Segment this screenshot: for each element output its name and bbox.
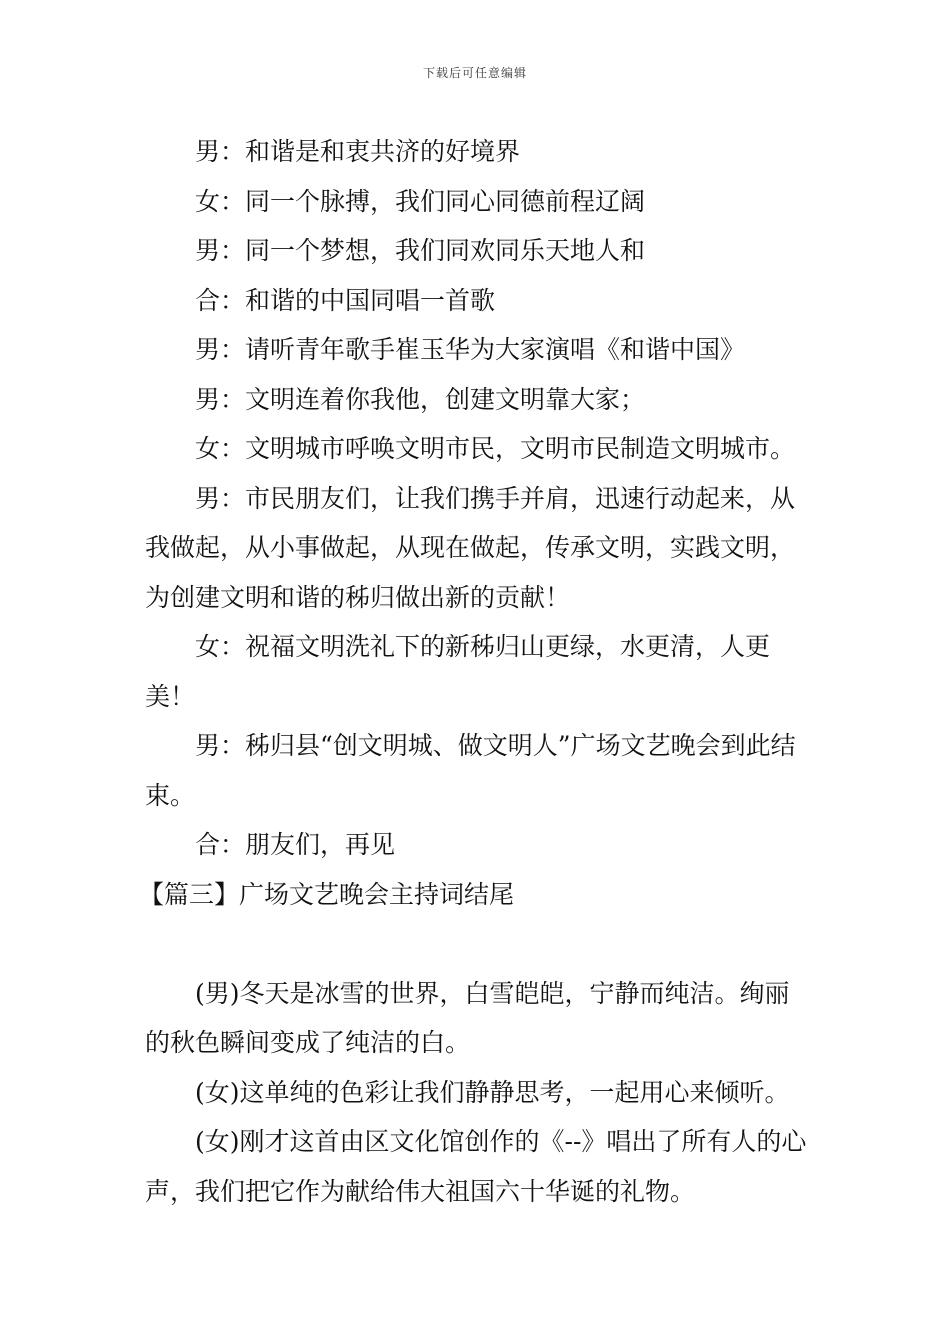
document-body — [139, 127, 810, 1216]
dialogue-line: (女)这单纯的色彩让我们静静思考，一起用心来倾听。 — [195, 1077, 790, 1107]
dialogue-line: 女：文明城市呼唤文明市民，文明市民制造文明城市。 — [195, 434, 796, 463]
dialogue-line: 合：朋友们，再见 — [195, 830, 396, 859]
dialogue-line: 男：请听青年歌手崔玉华为大家演唱《和谐中国》 — [195, 335, 746, 364]
dialogue-line: (女)刚才这首由区文化馆创作的《--》唱出了所有人的心声，我们把它作为献给伟大祖国六十华诞的礼物。 — [145, 1127, 807, 1206]
dialogue-line: 男：秭归县“创文明城、做文明人”广场文艺晚会到此结束。 — [145, 731, 796, 810]
dialogue-line: 女：祝福文明洗礼下的新秭归山更绿，水更清，人更美！ — [145, 632, 771, 711]
dialogue-line: (男)冬天是冰雪的世界，白雪皑皑，宁静而纯洁。绚丽的秋色瞬间变成了纯洁的白。 — [145, 978, 790, 1057]
dialogue-line: 女：同一个脉搏，我们同心同德前程辽阔 — [195, 186, 646, 216]
dialogue-line: 男：和谐是和衷共济的好境界 — [195, 137, 521, 166]
page-header: 下载后可任意编辑 — [422, 66, 527, 80]
dialogue-line: 男：文明连着你我他，创建文明靠大家； — [195, 384, 646, 414]
blank-line — [145, 919, 810, 969]
dialogue-line: 男：同一个梦想，我们同欢同乐天地人和 — [195, 236, 646, 265]
dialogue-line: 男：市民朋友们，让我们携手并肩，迅速行动起来，从我做起，从小事做起，从现在做起，传承文明，实践文明，为创建文明和谐的秭归做出新的贡献！ — [145, 483, 796, 612]
section-heading: 【篇三】广场文艺晚会主持词结尾 — [139, 879, 515, 909]
dialogue-line: 合：和谐的中国同唱一首歌 — [195, 285, 496, 315]
